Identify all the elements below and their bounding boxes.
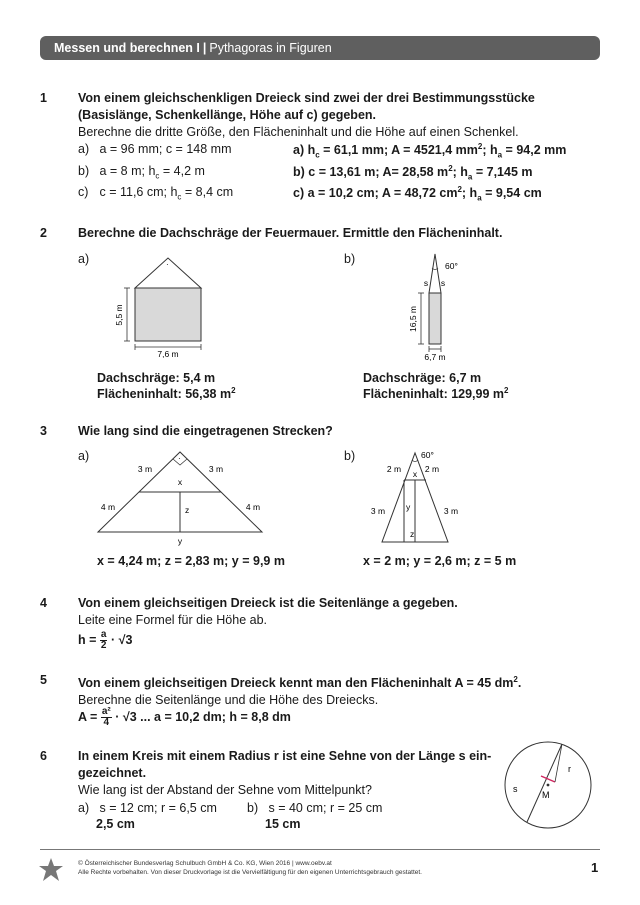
task3-a-4m-right: 4 m bbox=[245, 502, 261, 512]
page-number: 1 bbox=[591, 860, 599, 875]
task1-ans-a-3: ; h bbox=[482, 143, 498, 158]
task5-text bbox=[78, 671, 521, 709]
task2-heading bbox=[78, 225, 502, 242]
task3-a-answer: x = 4,24 m; z = 2,83 m; y = 9,9 m bbox=[97, 554, 285, 568]
task2-number: 2 bbox=[40, 226, 47, 240]
task3-heading bbox=[78, 423, 333, 440]
task5-numerator: a² bbox=[101, 706, 111, 717]
tall-roof-triangle bbox=[429, 254, 441, 293]
task1-c-text-1: c = 11,6 cm; h bbox=[99, 185, 178, 199]
task3-b-3m-left: 3 m bbox=[370, 506, 386, 516]
task2-b-angle: 60° bbox=[445, 261, 458, 271]
task3-b-x: x bbox=[412, 469, 418, 479]
task5-denominator: 4 bbox=[103, 717, 110, 728]
task6-circle-figure bbox=[500, 738, 600, 834]
task3-b-2m-left: 2 m bbox=[386, 464, 402, 474]
header-separator: | bbox=[202, 41, 207, 55]
task1-ans-b-2: ; h bbox=[452, 165, 468, 180]
task2-a-answer-1: Dachschräge: 5,4 m bbox=[97, 371, 216, 385]
task1-item-c bbox=[78, 185, 233, 202]
task1-item-b bbox=[78, 164, 205, 181]
publisher-logo-icon bbox=[38, 857, 64, 883]
task5-heading: Von einem gleichseitigen Dreieck kennt man den Flächeninhalt A = 45 dm bbox=[78, 676, 514, 691]
task1-item-a bbox=[78, 142, 231, 156]
task2-a-answer-2-text: Flächeninhalt: 56,38 m bbox=[97, 387, 232, 402]
header-title: Messen und berechnen I bbox=[54, 41, 200, 55]
task6-instruction: Wie lang ist der Abstand der Sehne vom Mittelpunkt? bbox=[78, 783, 372, 797]
task3-b-y: y bbox=[406, 502, 411, 512]
task2-a-answer-2-sup: 2 bbox=[231, 386, 236, 395]
task6-fig-r: r bbox=[568, 764, 571, 774]
header-subtitle: Pythagoras in Figuren bbox=[209, 41, 332, 55]
footer-rights: Alle Rechte vorbehalten. Von dieser Druckvorlage ist die Vervielfältigung für den eigenen Unterrichtsgebrauch gestattet. bbox=[78, 869, 422, 876]
right-angle-dot: · bbox=[166, 260, 169, 269]
task6-item-b bbox=[247, 801, 382, 815]
task3-b-3m-right: 3 m bbox=[443, 506, 459, 516]
task6-a-label: a) bbox=[78, 801, 90, 815]
task2-b-answer-2-text: Flächeninhalt: 129,99 m bbox=[363, 387, 505, 402]
task1-answer-a bbox=[293, 142, 566, 160]
task1-ans-c-1: c) a = 10,2 cm; A = 48,72 cm bbox=[293, 186, 458, 201]
task1-b-text-2: = 4,2 m bbox=[159, 164, 205, 178]
task2-b-answer-2-sup: 2 bbox=[504, 386, 509, 395]
task3-b-z: z bbox=[410, 529, 415, 539]
right-angle-dot: · bbox=[178, 454, 181, 463]
task4-number: 4 bbox=[40, 596, 47, 610]
task1-ans-b-sup: 2 bbox=[448, 164, 453, 173]
task1-c-label: c) bbox=[78, 185, 89, 199]
task6-heading1: In einem Kreis mit einem Radius r ist eine Sehne von der Länge s ein- bbox=[78, 749, 492, 763]
task3-a-z: z bbox=[185, 505, 190, 515]
task5-fraction bbox=[101, 707, 112, 728]
task4-denominator: 2 bbox=[100, 640, 107, 651]
header-bar bbox=[40, 36, 600, 60]
task1-heading1: Von einem gleichschenkligen Dreieck sind zwei der drei Bestimmungsstücke bbox=[78, 91, 535, 105]
task5-answer-a: A = bbox=[78, 709, 98, 724]
task6-fig-m: M bbox=[542, 790, 550, 800]
task5-instruction: Berechne die Seitenlänge und die Höhe des Dreiecks. bbox=[78, 693, 379, 708]
task2-b-answer-1: Dachschräge: 6,7 m bbox=[363, 371, 482, 385]
task6-item-a bbox=[78, 801, 217, 815]
tall-wall-rect bbox=[429, 293, 441, 344]
task4-answer bbox=[78, 630, 132, 651]
task4-text bbox=[78, 595, 458, 629]
task2-a-width-label: 7,6 m bbox=[157, 349, 179, 359]
task1-b-label: b) bbox=[78, 164, 90, 178]
footer-copyright: © Österreichischer Bundesverlag Schulbuch GmbH & Co. KG, Wien 2016 | www.oebv.at bbox=[78, 860, 332, 867]
task1-a-text: a = 96 mm; c = 148 mm bbox=[99, 142, 232, 156]
task1-a-label: a) bbox=[78, 142, 90, 156]
task2-figure-a bbox=[100, 252, 230, 362]
center-point bbox=[547, 784, 550, 787]
task1-c-sub: c bbox=[177, 192, 182, 202]
task1-instruction: Berechne die dritte Größe, den Flächeninhalt und die Höhe auf einen Schenkel. bbox=[78, 125, 519, 139]
task1-ans-a-4: = 94,2 mm bbox=[502, 143, 567, 158]
task1-ans-a-1: a) h bbox=[293, 143, 316, 158]
task3-b-answer: x = 2 m; y = 2,6 m; z = 5 m bbox=[363, 554, 517, 568]
task6-number: 6 bbox=[40, 749, 47, 763]
task6-a-answer: 2,5 cm bbox=[96, 817, 135, 831]
footer-divider bbox=[40, 849, 600, 850]
task1-ans-a-sup: 2 bbox=[477, 142, 483, 151]
task2-heading-text: Berechne die Dachschräge der Feuermauer. Ermittle den Flächeninhalt. bbox=[78, 226, 503, 240]
task4-answer-rest: · √3 bbox=[110, 632, 133, 647]
task5-heading-end: . bbox=[517, 676, 522, 691]
task1-b-sub: c bbox=[155, 171, 160, 181]
task2-a-answer-2 bbox=[97, 386, 236, 401]
task5-heading-sup: 2 bbox=[513, 675, 518, 684]
task3-a-3m-left: 3 m bbox=[137, 464, 153, 474]
task1-answer-b bbox=[293, 164, 533, 182]
task3-a-y: y bbox=[177, 536, 183, 546]
task6-b-answer: 15 cm bbox=[265, 817, 301, 831]
task1-b-text-1: a = 8 m; h bbox=[99, 164, 156, 178]
task1-ans-c-2: ; h bbox=[461, 186, 478, 201]
task1-ans-b-1: b) c = 13,61 m; A= 28,58 m bbox=[293, 165, 449, 180]
task6-text bbox=[78, 748, 498, 799]
task3-figure-a bbox=[90, 448, 275, 548]
task2-figure-b bbox=[395, 252, 485, 364]
task6-a-text: s = 12 cm; r = 6,5 cm bbox=[99, 801, 217, 815]
task3-b-2m-right: 2 m bbox=[424, 464, 440, 474]
task6-b-text: s = 40 cm; r = 25 cm bbox=[268, 801, 383, 815]
task2-b-s-right: s bbox=[440, 278, 446, 288]
task4-heading: Von einem gleichseitigen Dreieck ist die Seitenlänge a gegeben. bbox=[78, 596, 458, 610]
task1-ans-a-2: = 61,1 mm; A = 4521,4 mm bbox=[319, 143, 478, 158]
task4-answer-h: h = bbox=[78, 632, 97, 647]
task1-ans-c-sub: a bbox=[477, 193, 482, 203]
task2-b-s-left: s bbox=[423, 278, 429, 288]
task1-ans-a-sub1: c bbox=[315, 150, 320, 160]
task1-ans-c-3: = 9,54 cm bbox=[481, 186, 542, 201]
task3-heading-text: Wie lang sind die eingetragenen Strecken? bbox=[78, 424, 333, 438]
task6-heading2: gezeichnet. bbox=[78, 766, 147, 780]
task5-answer bbox=[78, 707, 291, 728]
task1-heading2: (Basislänge, Schenkellänge, Höhe auf c) gegeben. bbox=[78, 108, 376, 122]
task1-ans-c-sup: 2 bbox=[457, 185, 462, 194]
task4-fraction bbox=[100, 630, 108, 651]
gable-wall-rect bbox=[135, 288, 201, 341]
task5-answer-rest: · √3 ... a = 10,2 dm; h = 8,8 dm bbox=[115, 709, 291, 724]
task1-ans-b-sub: a bbox=[467, 172, 473, 182]
task1-ans-b-3: = 7,145 m bbox=[472, 165, 533, 180]
task1-ans-a-sub2: a bbox=[497, 150, 503, 160]
task3-a-3m-right: 3 m bbox=[208, 464, 224, 474]
task3-number: 3 bbox=[40, 424, 47, 438]
task3-a-label: a) bbox=[78, 449, 90, 463]
task4-numerator: a bbox=[100, 629, 107, 640]
task5-number: 5 bbox=[40, 673, 47, 687]
task2-b-height-label: 16,5 m bbox=[408, 306, 418, 332]
task6-b-label: b) bbox=[247, 801, 259, 815]
task2-b-answer-2 bbox=[363, 386, 508, 401]
task6-fig-s: s bbox=[513, 784, 518, 794]
task1-number: 1 bbox=[40, 91, 47, 105]
task1-text bbox=[78, 90, 598, 141]
task4-instruction: Leite eine Formel für die Höhe ab. bbox=[78, 613, 267, 627]
task1-answer-c bbox=[293, 185, 542, 203]
task2-b-width-label: 6,7 m bbox=[424, 352, 446, 362]
task2-a-height-label: 5,5 m bbox=[114, 304, 124, 326]
task3-b-60: 60° bbox=[421, 450, 434, 460]
task2-b-label: b) bbox=[344, 252, 356, 266]
task3-figure-b bbox=[362, 448, 472, 548]
task2-a-label: a) bbox=[78, 252, 90, 266]
task3-a-4m-left: 4 m bbox=[100, 502, 116, 512]
task3-a-x: x bbox=[177, 477, 183, 487]
task1-c-text-2: = 8,4 cm bbox=[181, 185, 234, 199]
task3-b-label: b) bbox=[344, 449, 356, 463]
